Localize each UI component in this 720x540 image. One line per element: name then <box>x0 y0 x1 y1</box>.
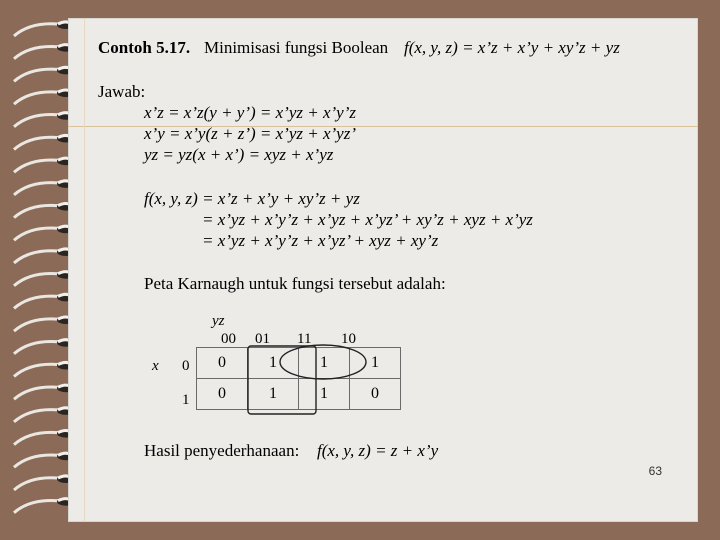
kmap-col-header: 01 <box>255 331 270 347</box>
kmap-cell: 1 <box>350 348 401 379</box>
answer-label: Jawab: <box>98 82 146 101</box>
kmap-column-variable: yz <box>212 313 225 329</box>
expansion-line-2: = x’yz + x’y’z + x’yz + x’yz’ + xy’z + xyz + x’yz <box>202 210 533 229</box>
expansion-line-3: = x’yz + x’y’z + x’yz’ + xyz + xy’z <box>202 231 439 250</box>
kmap-cell: 0 <box>197 379 248 410</box>
kmap-intro: Peta Karnaugh untuk fungsi tersebut adalah: <box>144 274 446 293</box>
example-expression: f(x, y, z) = x’z + x’y + xy’z + yz <box>404 38 620 57</box>
example-label: Contoh 5.17. <box>98 38 191 57</box>
result-expression: f(x, y, z) = z + x’y <box>317 441 439 460</box>
example-title: Minimisasi fungsi Boolean <box>204 38 389 57</box>
derivation-line-1: x’z = x’z(y + y’) = x’yz + x’y’z <box>144 103 357 122</box>
kmap-cell: 1 <box>299 348 350 379</box>
result-label: Hasil penyederhanaan: <box>144 441 300 460</box>
kmap-col-header: 00 <box>221 331 236 347</box>
kmap-cell: 0 <box>350 379 401 410</box>
expansion-line-1: f(x, y, z) = x’z + x’y + xy’z + yz <box>144 189 360 208</box>
kmap-col-header: 11 <box>297 331 312 347</box>
kmap-cell: 1 <box>299 379 350 410</box>
kmap-cell: 1 <box>248 348 299 379</box>
page-number: 63 <box>648 464 662 478</box>
derivation-line-3: yz = yz(x + x’) = xyz + x’yz <box>144 145 334 164</box>
kmap-row-header: 0 <box>182 358 190 374</box>
kmap-row-header: 1 <box>182 392 190 408</box>
group-xprime-y-oval <box>280 345 366 379</box>
kmap-col-header: 10 <box>341 331 356 347</box>
derivation-line-2: x’y = x’y(z + z’) = x’yz + x’yz’ <box>144 124 357 143</box>
kmap-cell: 0 <box>197 348 248 379</box>
kmap-row-variable: x <box>152 358 159 374</box>
kmap-cell: 1 <box>248 379 299 410</box>
